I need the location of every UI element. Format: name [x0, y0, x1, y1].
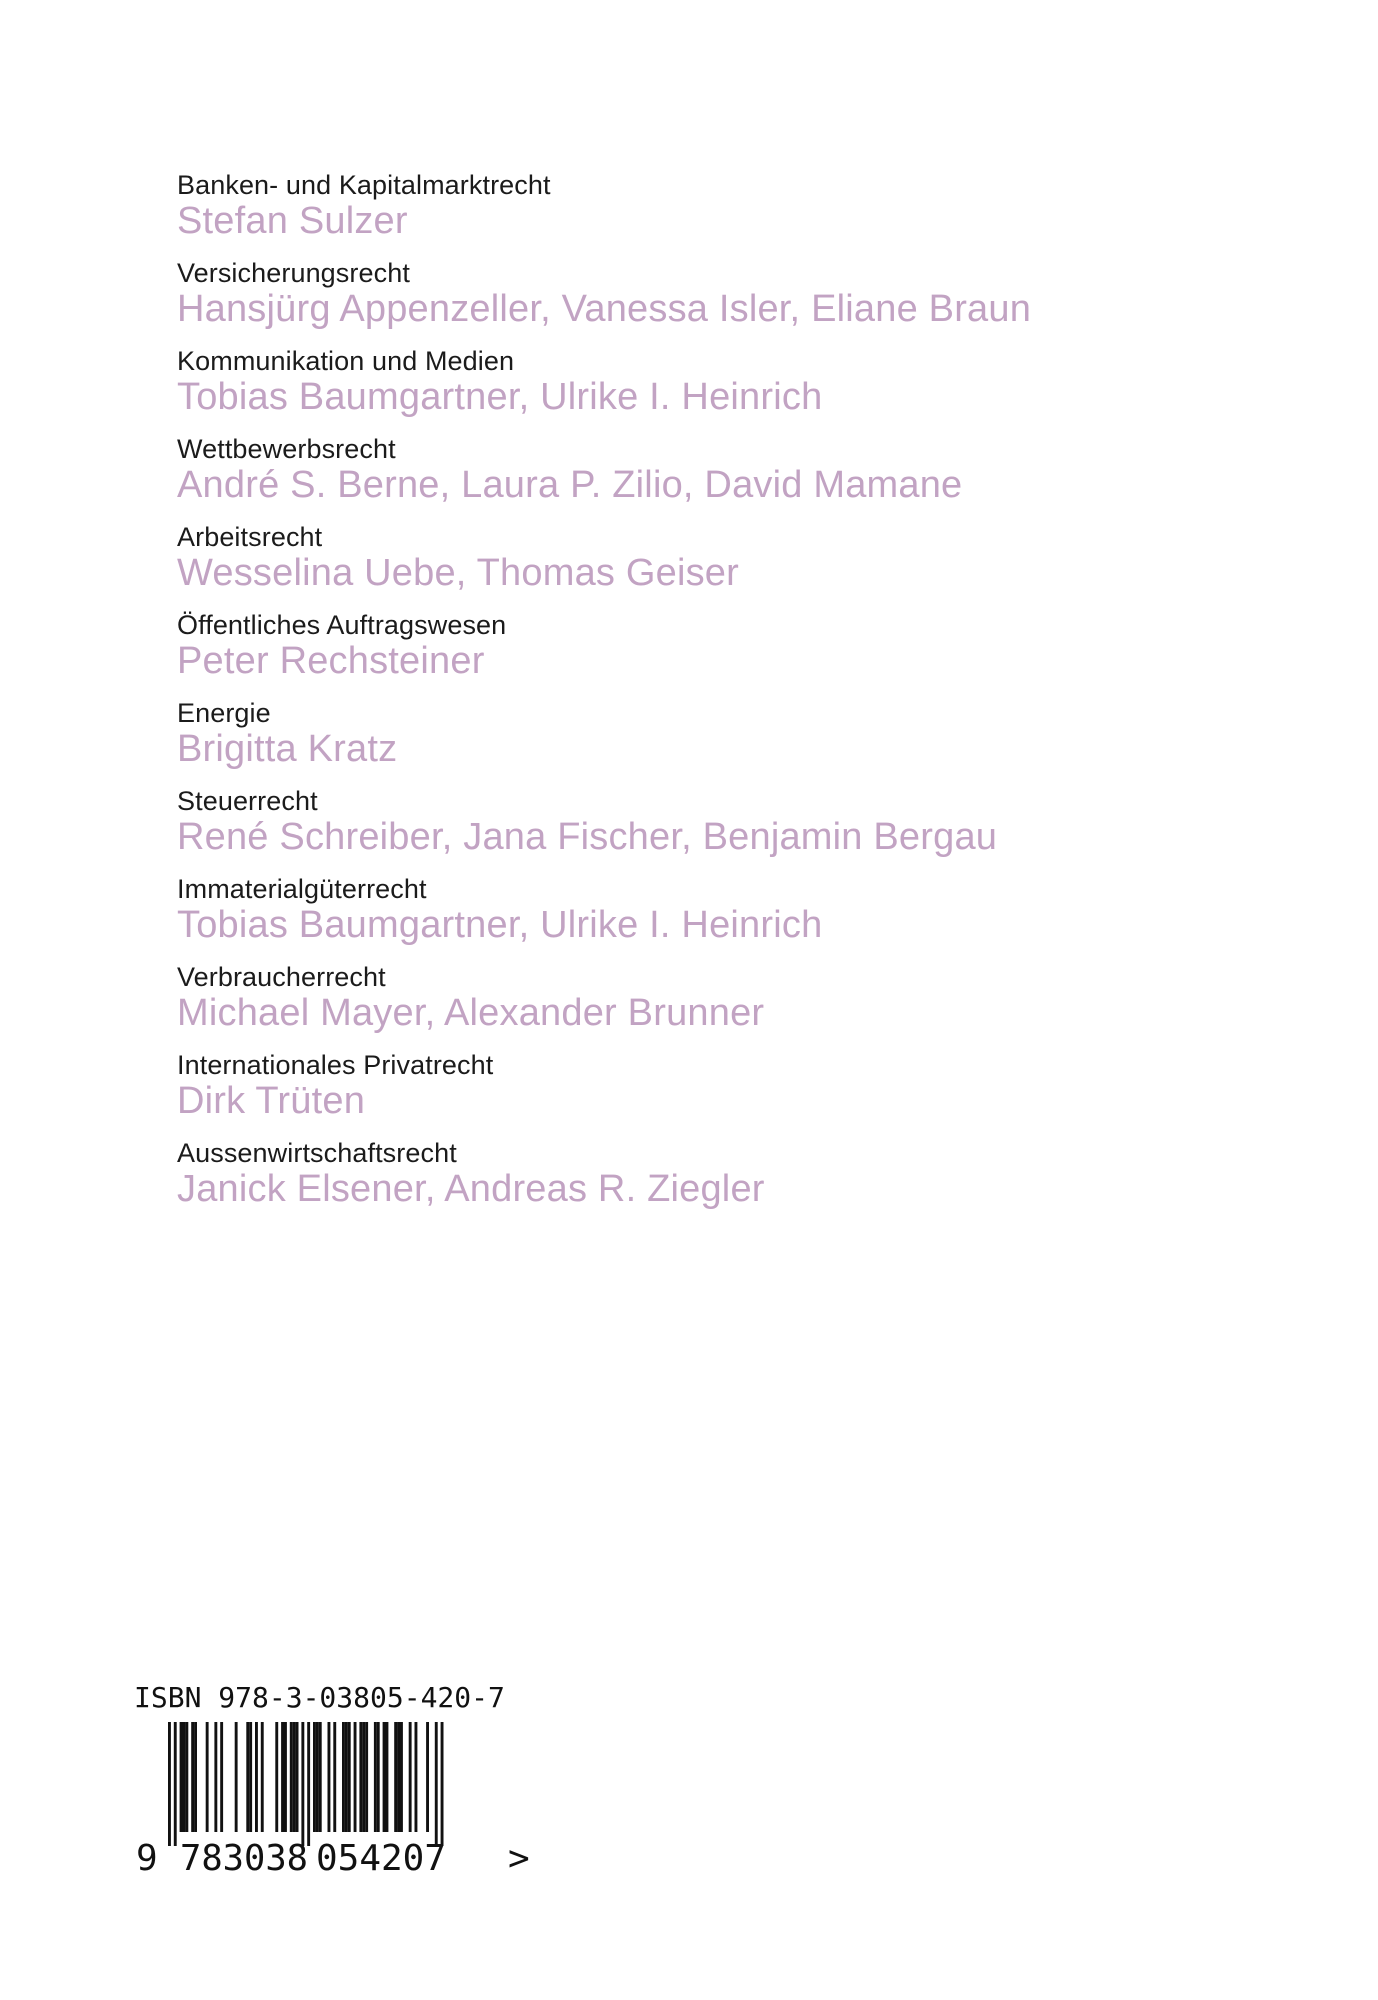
barcode-bar: [313, 1722, 316, 1832]
topic-label: Energie: [177, 698, 271, 728]
barcode-bar: [342, 1722, 345, 1832]
barcode-bar: [348, 1722, 351, 1832]
entry-energy: [177, 696, 1277, 784]
barcode-bar: [354, 1722, 357, 1832]
authors-label: André S. Berne, Laura P. Zilio, David Mamane: [177, 464, 963, 506]
barcode-bar: [374, 1722, 377, 1832]
barcode-bar: [194, 1722, 197, 1832]
barcode-bars: [168, 1722, 444, 1846]
topic-label: Internationales Privatrecht: [177, 1050, 494, 1080]
barcode-bar: [400, 1722, 403, 1832]
entry-competition: [177, 432, 1277, 520]
authors-label: Tobias Baumgartner, Ulrike I. Heinrich: [177, 376, 823, 418]
barcode-bar: [394, 1722, 397, 1832]
barcode-bar: [377, 1722, 380, 1832]
barcode-bar: [246, 1722, 249, 1832]
entry-labour: [177, 520, 1277, 608]
topic-label: Arbeitsrecht: [177, 522, 323, 552]
authors-label: Tobias Baumgartner, Ulrike I. Heinrich: [177, 904, 823, 946]
barcode-bar: [206, 1722, 209, 1832]
barcode-bar: [359, 1722, 362, 1832]
barcode-guard-bar: [435, 1722, 438, 1846]
authors-label: Michael Mayer, Alexander Brunner: [177, 992, 765, 1034]
barcode-left-group: 783038: [180, 1838, 308, 1879]
barcode-bar: [362, 1722, 365, 1832]
topic-label: Verbraucherrecht: [177, 962, 386, 992]
entry-ip: [177, 872, 1277, 960]
authors-label: Janick Elsener, Andreas R. Ziegler: [177, 1168, 765, 1210]
barcode-bar: [296, 1722, 299, 1832]
barcode-bar: [185, 1722, 188, 1832]
barcode-bar: [383, 1722, 386, 1832]
barcode-lead-digit: 9: [136, 1838, 158, 1879]
topic-label: Öffentliches Auftragswesen: [177, 610, 507, 640]
barcode-bar: [333, 1722, 336, 1832]
barcode-bar: [235, 1722, 238, 1832]
barcode-bar: [275, 1722, 278, 1832]
barcode-guard-bar: [168, 1722, 171, 1846]
topic-label: Versicherungsrecht: [177, 258, 410, 288]
topic-label: Kommunikation und Medien: [177, 346, 515, 376]
isbn-block: [134, 1680, 554, 1880]
topic-label: Wettbewerbsrecht: [177, 434, 396, 464]
barcode-bar: [316, 1722, 319, 1832]
topic-label: Banken- und Kapitalmarktrecht: [177, 170, 551, 200]
topic-label: Aussenwirtschaftsrecht: [177, 1138, 457, 1168]
barcode-bar: [183, 1722, 186, 1832]
barcode-bar: [191, 1722, 194, 1832]
barcode-bar: [409, 1722, 412, 1832]
barcode-bar: [261, 1722, 264, 1832]
barcode-guard-bar: [174, 1722, 177, 1846]
barcode-bar: [180, 1722, 183, 1832]
authors-label: Hansjürg Appenzeller, Vanessa Isler, Eliane Braun: [177, 288, 1032, 330]
barcode-bar: [319, 1722, 322, 1832]
topic-label: Steuerrecht: [177, 786, 318, 816]
contents-list: [177, 168, 1277, 1224]
authors-label: Stefan Sulzer: [177, 200, 408, 242]
barcode-bar: [397, 1722, 400, 1832]
barcode-guard-bar: [301, 1722, 304, 1846]
barcode-bar: [249, 1722, 252, 1832]
barcode-right-group: 054207: [316, 1838, 446, 1879]
topic-label: Immaterialgüterrecht: [177, 874, 427, 904]
barcode-bar: [214, 1722, 217, 1832]
authors-label: René Schreiber, Jana Fischer, Benjamin Bergau: [177, 816, 998, 858]
isbn-label: ISBN 978-3-03805-420-7: [134, 1681, 505, 1714]
barcode-bar: [290, 1722, 293, 1832]
authors-label: Dirk Trüten: [177, 1080, 366, 1122]
barcode-bar: [328, 1722, 331, 1832]
entry-banking: [177, 168, 1277, 256]
authors-label: Peter Rechsteiner: [177, 640, 485, 682]
barcode-bar: [426, 1722, 429, 1832]
barcode-bar: [255, 1722, 258, 1832]
barcode-bar: [284, 1722, 287, 1832]
barcode: [134, 1720, 554, 1880]
barcode-guard-bar: [307, 1722, 310, 1846]
barcode-bar: [220, 1722, 223, 1832]
entry-procurement: [177, 608, 1277, 696]
entry-consumer: [177, 960, 1277, 1048]
entry-tax: [177, 784, 1277, 872]
entry-private-international: [177, 1048, 1277, 1136]
barcode-bar: [386, 1722, 389, 1832]
entry-foreign-trade: [177, 1136, 1277, 1224]
entry-insurance: [177, 256, 1277, 344]
entry-media: [177, 344, 1277, 432]
barcode-guard-bar: [441, 1722, 444, 1846]
authors-label: Brigitta Kratz: [177, 728, 398, 770]
barcode-quiet-zone-mark: >: [508, 1838, 530, 1879]
barcode-bar: [345, 1722, 348, 1832]
barcode-bar: [281, 1722, 284, 1832]
authors-label: Wesselina Uebe, Thomas Geiser: [177, 552, 739, 594]
barcode-bar: [415, 1722, 418, 1832]
barcode-bar: [293, 1722, 296, 1832]
barcode-bar: [365, 1722, 368, 1832]
